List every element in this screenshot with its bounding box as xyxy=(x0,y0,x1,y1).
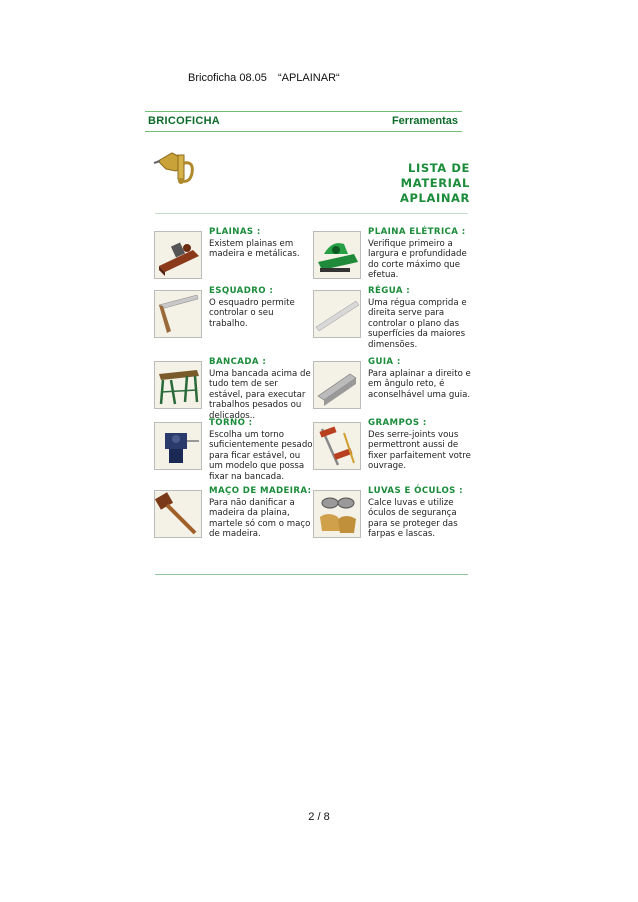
doc-title: “APLAINAR“ xyxy=(277,72,340,84)
banner-category: Ferramentas xyxy=(391,115,458,127)
item-title: PLAINAS : xyxy=(209,227,261,237)
mallet-icon xyxy=(154,490,202,538)
document-header xyxy=(188,72,348,84)
banner-brand: BRICOFICHA xyxy=(148,115,221,127)
bottom-divider xyxy=(155,574,468,575)
page-number: 2 / 8 xyxy=(308,811,330,823)
item-title: ESQUADRO : xyxy=(209,286,274,296)
list-title xyxy=(338,161,470,206)
vise-icon xyxy=(154,422,202,470)
list-title-line1: LISTA DE MATERIAL xyxy=(400,161,470,190)
item-text: Para aplainar a direito e em ângulo reto, é aconselhável uma guia. xyxy=(368,368,471,400)
item-title: LUVAS E ÓCULOS : xyxy=(368,486,463,496)
banner-top-line xyxy=(145,111,462,112)
item-text: O esquadro permite controlar o seu trabalho. xyxy=(209,297,295,329)
item-title: BANCADA : xyxy=(209,357,267,367)
ruler-icon xyxy=(313,290,361,338)
item-title: GRAMPOS : xyxy=(368,418,427,428)
item-text: Verifique primeiro a largura e profundidade do corte máximo que efetua. xyxy=(368,238,467,281)
item-title: TORNO : xyxy=(209,418,253,428)
hand-plane-icon xyxy=(154,231,202,279)
hand-drill-icon xyxy=(152,143,198,188)
item-title: RÉGUA : xyxy=(368,286,411,296)
item-text: Uma bancada acima de tudo tem de ser estável, para executar trabalhos pesados ou delicados.. xyxy=(209,368,311,421)
item-text: Existem plainas em madeira e metálicas. xyxy=(209,238,300,260)
item-title: GUIA : xyxy=(368,357,401,367)
item-title: MAÇO DE MADEIRA: xyxy=(209,486,312,496)
electric-planer-icon xyxy=(313,231,361,279)
item-text: Des serre-joints vous permettront aussi de fixer parfaitement votre ouvrage. xyxy=(368,429,471,472)
item-title: PLAINA ELÉTRICA : xyxy=(368,227,466,237)
gloves-goggles-icon xyxy=(313,490,361,538)
workbench-icon xyxy=(154,361,202,409)
guide-icon xyxy=(313,361,361,409)
item-text: Uma régua comprida e direita serve para controlar o plano das superfícies da maiores dimensões. xyxy=(368,297,467,350)
top-divider xyxy=(155,213,468,214)
clamp-icon xyxy=(313,422,361,470)
item-text: Escolha um torno suficientemente pesado para ficar estável, ou um modelo que possa fixar na bancada. xyxy=(209,429,313,482)
doc-code: Bricoficha 08.05 xyxy=(188,72,267,84)
item-text: Calce luvas e utilize óculos de segurança para se proteger das farpas e lascas. xyxy=(368,497,458,540)
square-tool-icon xyxy=(154,290,202,338)
list-title-line2: APLAINAR xyxy=(399,191,470,205)
section-banner xyxy=(145,111,462,132)
item-text: Para não danificar a madeira da plaina, martele só com o maço de madeira. xyxy=(209,497,311,540)
banner-bottom-line xyxy=(145,131,462,132)
